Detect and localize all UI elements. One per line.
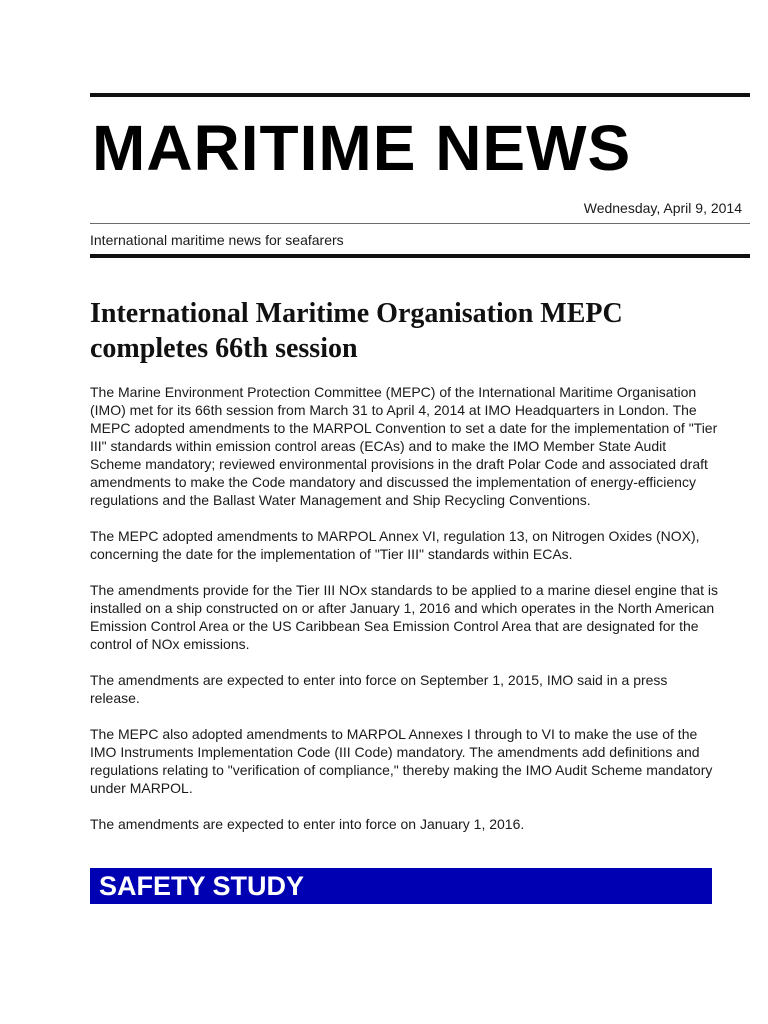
section-header-bar (90, 868, 712, 904)
section-title: SAFETY STUDY (99, 871, 305, 901)
masthead-title: MARITIME NEWS (92, 112, 632, 184)
article-paragraph: The amendments provide for the Tier III NOx standards to be applied to a marine diesel engine that is installed on a ship constructed on or after January 1, 2016 and which operates in the North American Emission Control Area or the US Caribbean Sea Emission Control Area that are designated for the control of NOx emissions. (90, 582, 719, 652)
masthead-divider (90, 223, 750, 224)
article-paragraph: The MEPC adopted amendments to MARPOL Annex VI, regulation 13, on Nitrogen Oxides (NOX), concerning the date for the implementation of "Tier III" standards within ECAs. (90, 528, 700, 562)
masthead-tagline: International maritime news for seafarers (90, 232, 344, 248)
issue-date: Wednesday, April 9, 2014 (583, 200, 742, 216)
article-headline: International Maritime Organisation MEPC completes 66th session (90, 298, 623, 364)
article-paragraph: The MEPC also adopted amendments to MARPOL Annexes I through to VI to make the use of the IMO Instruments Implementation Code (III Code) mandatory. The amendments add definitions and regulations relating to "verification of compliance," thereby making the IMO Audit Scheme mandatory under MARPOL. (90, 726, 713, 796)
article-body (90, 383, 720, 851)
article-paragraph: The amendments are expected to enter into force on September 1, 2015, IMO said in a press release. (90, 672, 668, 706)
masthead-bottom-rule (90, 254, 750, 258)
article-paragraph: The amendments are expected to enter into force on January 1, 2016. (90, 816, 525, 832)
article-paragraph: The Marine Environment Protection Committee (MEPC) of the International Maritime Organisation (IMO) met for its 66th session from March 31 to April 4, 2014 at IMO Headquarters in London. The MEPC adopted amendments to the MARPOL Convention to set a date for the implementation of "Tier III" standards within emission control areas (ECAs) and to make the IMO Member State Audit Scheme mandatory; reviewed environmental provisions in the draft Polar Code and associated draft amendments to make the Code mandatory and discussed the implementation of energy-efficiency regulations and the Ballast Water Management and Ship Recycling Conventions. (90, 384, 718, 508)
masthead-top-rule (90, 93, 750, 97)
